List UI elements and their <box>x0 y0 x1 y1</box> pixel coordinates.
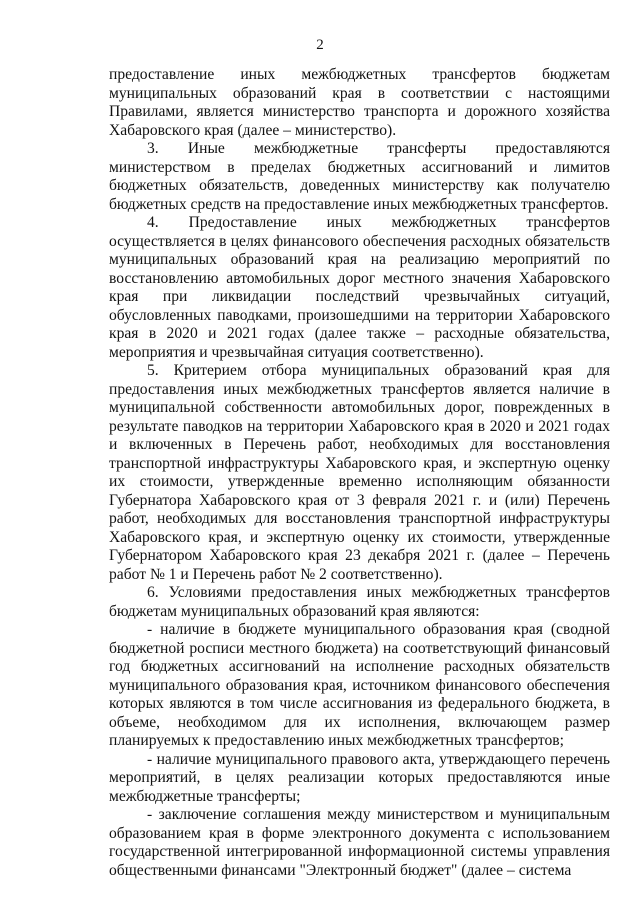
paragraph-5: 5. Критерием отбора муниципальных образований края для предоставления иных межбюджетных трансфертов является наличие в муниципальной собственности автомобильных дорог, поврежденных в результате паводков на территории Хабаровского края в 2020 и 2021 годах и включенных в Перечень работ, необходимых для восстановления транспортной инфраструктуры Хабаровского края, и экспертную оценку их стоимости, утвержденные временно исполняющим обязанности Губернатора Хабаровского края от 3 февраля 2021 г. и (или) Перечень работ, необходимых для восстановления транспортной инфраструктуры Хабаровского края, и экспертную оценку их стоимости, утвержденные Губернатором Хабаровского края 23 декабря 2021 г. (далее – Перечень работ № 1 и Перечень работ № 2 соответственно). <box>109 362 610 583</box>
paragraph-4: 4. Предоставление иных межбюджетных трансфертов осуществляется в целях финансового обеспечения расходных обязательств муниципальных образований края на реализацию мероприятий по восстановлению автомобильных дорог местного значения Хабаровского края при ликвидации последствий чрезвычайных ситуаций, обусловленных паводками, произошедшими на территории Хабаровского края в 2020 и 2021 годах (далее также – расходные обязательства, мероприятия и чрезвычайная ситуация соответственно). <box>109 214 610 361</box>
condition-item-budget: - наличие в бюджете муниципального образования края (сводной бюджетной росписи местного бюджета) на соответствующий финансовый год бюджетных ассигнований на исполнение расходных обязательств муниципального образования края, источником финансового обеспечения которых являются в том числе ассигнования из федерального бюджета, в объеме, необходимом для их исполнения, включающем размер планируемых к предоставлению иных межбюджетных трансфертов; <box>109 621 610 749</box>
paragraph-6: 6. Условиями предоставления иных межбюджетных трансфертов бюджетам муниципальных образований края являются: <box>109 584 610 620</box>
paragraph-3: 3. Иные межбюджетные трансферты предоставляются министерством в пределах бюджетных ассигнований и лимитов бюджетных обязательств, доведенных министерству как получателю бюджетных средств на предоставление иных межбюджетных трансфертов. <box>109 140 610 213</box>
paragraph-continuation: предоставление иных межбюджетных трансфертов бюджетам муниципальных образований края в соответствии с настоящими Правилами, является министерство транспорта и дорожного хозяйства Хабаровского края (далее – министерство). <box>109 66 610 139</box>
page-number: 2 <box>316 37 324 53</box>
document-body <box>109 66 610 880</box>
condition-item-legal-act: - наличие муниципального правового акта, утверждающего перечень мероприятий, в целях реализации которых предоставляются иные межбюджетные трансферты; <box>109 750 610 805</box>
condition-item-agreement: - заключение соглашения между министерством и муниципальным образованием края в форме электронного документа с использованием государственной интегрированной информационной системы управления общественными финансами "Электронный бюджет" (далее – система <box>109 806 610 879</box>
